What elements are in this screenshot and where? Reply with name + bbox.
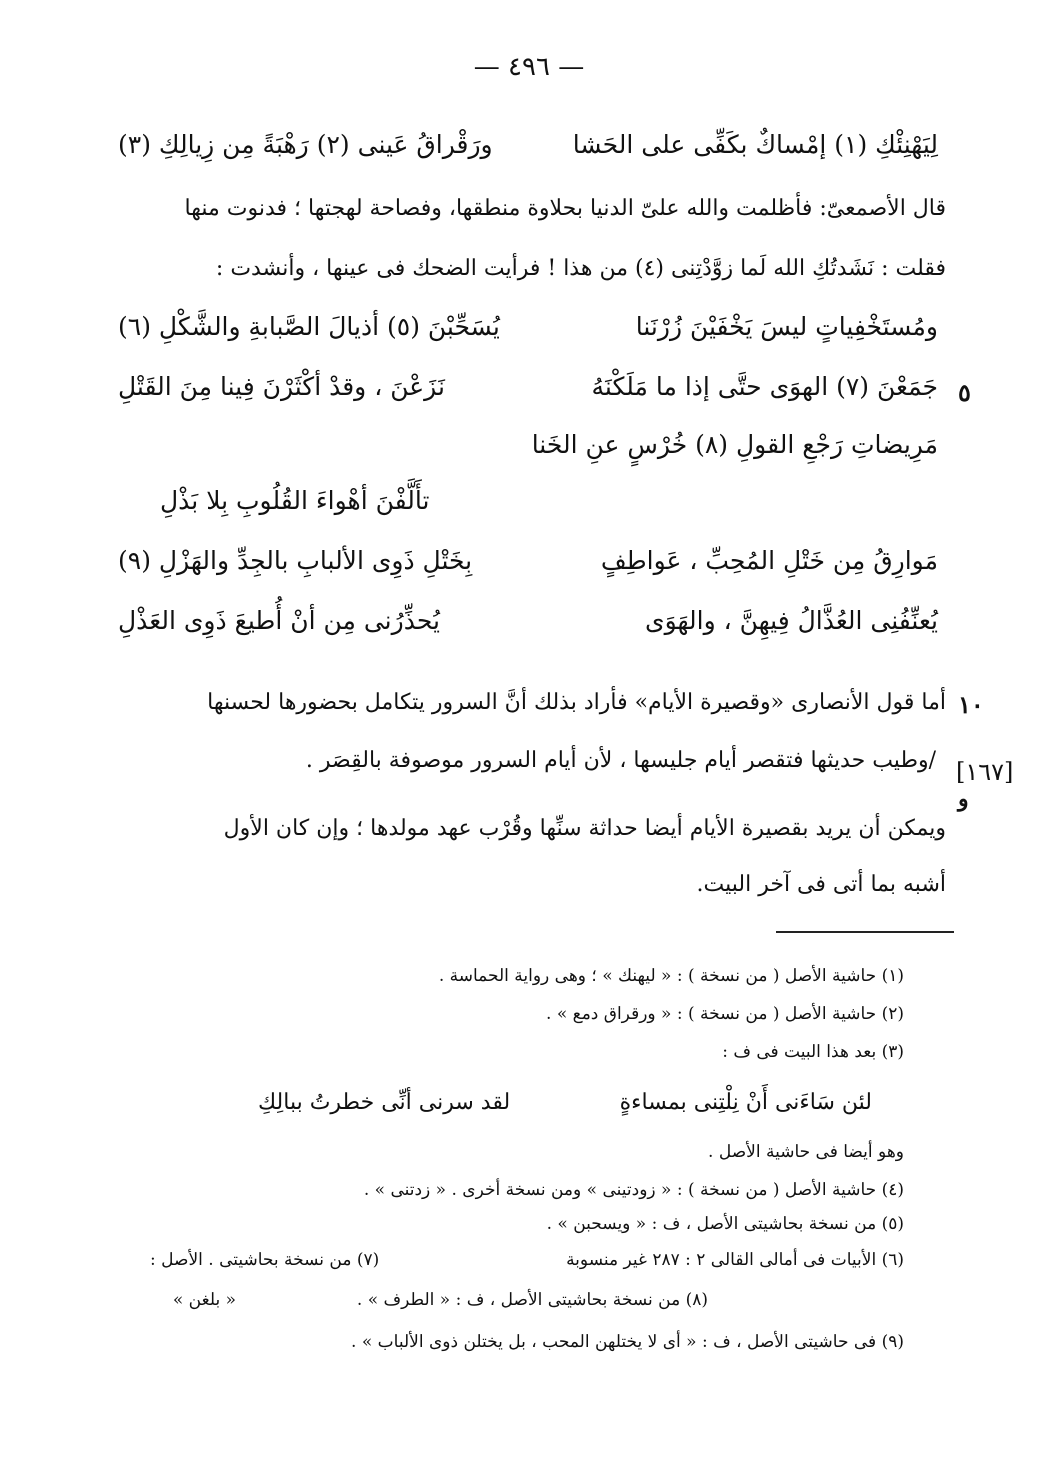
footnote: (٣) بعد هذا البيت فى ف :: [722, 1042, 904, 1062]
prose-line: ويمكن أن يريد بقصيرة الأيام أيضا حداثة سنِّها وقُرْب عهد مولدها ؛ وإن كان الأول: [223, 816, 946, 841]
footnote: (٦) الأبيات فى أمالى القالى ٢ : ٢٨٧ غير منسوبة: [566, 1250, 904, 1270]
verse-hemistich-first: مَرِيضاتِ رَجْعِ القولِ (٨) خُرْسٍ عنِ الخَنا: [531, 430, 938, 459]
footnote-continuation: « بلغن »: [172, 1290, 236, 1310]
footnote: (٥) من نسخة بحاشيتى الأصل ، ف : « ويسحبن » .: [546, 1214, 904, 1234]
footnote-verse-hemistich-first: لئن سَاءَنى أَنْ نِلْتِنى بمساءةٍ: [619, 1090, 872, 1115]
footnote: (٨) من نسخة بحاشيتى الأصل ، ف : « الطرف » .: [356, 1290, 708, 1310]
verse-hemistich-second: نَزَعْنَ ، وقدْ أكْثَرْنَ فِينا مِنَ القَتْلِ: [118, 372, 445, 401]
footnote: (١) حاشية الأصل ( من نسخة ) : « ليهنك » ؛ وهى رواية الحماسة .: [438, 966, 904, 986]
verse-hemistich-second: يُسَحِّبْنَ (٥) أذيالَ الصَّبابةِ والشَّكْلِ (٦): [118, 312, 500, 341]
margin-folio-reference: [١٦٧]: [956, 758, 1014, 786]
footnote-verse-hemistich-second: لقد سرنى أنِّى خطرتُ ببالِكِ: [258, 1090, 511, 1115]
prose-line: أما قول الأنصارى «وقصيرة الأيام» فأراد بذلك أنَّ السرور يتكامل بحضورها لحسنها: [207, 690, 946, 715]
verse-hemistich-second: تأَلَّفْنَ أهْواءَ القُلُوبِ بِلا بَذْلِ: [160, 486, 430, 515]
page-number: — ٤٩٦ —: [473, 52, 585, 82]
footnote: (٤) حاشية الأصل ( من نسخة ) : « زودتينى » ومن نسخة أخرى . « زدتنى » .: [363, 1180, 904, 1200]
verse-hemistich-second: بِخَتْلِ ذَوِى الألبابِ بالجِدِّ والهَزْلِ (٩): [118, 546, 473, 575]
footnote: (٩) فى حاشيتى الأصل ، ف : « أى لا يختلهن المحب ، بل يختلن ذوى الألباب » .: [351, 1332, 904, 1352]
verse-hemistich-second: ورَقْراقُ عَينى (٢) رَهْبَةً مِن زِيالِكِ (٣): [118, 130, 493, 159]
margin-side-marker: و: [958, 786, 969, 812]
verse-line: [118, 546, 938, 594]
verse-hemistich-second: يُحذِّرُنى مِن أنْ أُطيعَ ذَوِى العَذْلِ: [118, 606, 440, 635]
verse-line: [118, 372, 938, 420]
line-number-10: ١٠: [958, 690, 984, 719]
verse-line: [118, 312, 938, 360]
line-number-5: ٥: [958, 378, 971, 407]
verse-hemistich-first: مَوارِقُ مِن خَتْلِ المُحِبِّ ، عَواطِفٍ: [600, 546, 938, 575]
verse-line: [118, 606, 938, 654]
footnote: وهو أيضا فى حاشية الأصل .: [708, 1142, 904, 1162]
verse-hemistich-first: لِيَهْنِئْكِ (١) إمْساكٌ بكَفِّى على الحَشا: [572, 130, 938, 159]
prose-line: قال الأصمعىّ: فأظلمت والله علىّ الدنيا بحلاوة منطقها، وفصاحة لهجتها ؛ فدنوت منها: [184, 196, 946, 221]
footnote: (٢) حاشية الأصل ( من نسخة ) : « ورقراق دمع » .: [546, 1004, 904, 1024]
verse-line: [118, 130, 938, 178]
prose-line: فقلت : نَشَدتُكِ الله لَما زوَّدْتِنى (٤) من هذا ! فرأيت الضحك فى عينها ، وأنشدت :: [215, 256, 946, 281]
verse-hemistich-first: ومُستَخْفِياتٍ ليسَ يَخْفَيْنَ زُرْنَنا: [635, 312, 938, 341]
prose-line: أشبه بما أتى فى آخر البيت.: [696, 872, 946, 897]
prose-line: /وطيب حديثها فتقصر أيام جليسها ، لأن أيام السرور موصوفة بالقِصَر .: [305, 748, 936, 773]
footnote-separator: [776, 931, 954, 933]
verse-hemistich-first: يُعنِّفُنِى العُذَّالُ فِيهِنَّ ، والهَوَى: [645, 606, 938, 635]
verse-hemistich-first: جَمَعْنَ (٧) الهوَى حتَّى إذا ما مَلَكْنَهُ: [591, 372, 938, 401]
footnote: (٧) من نسخة بحاشيتى . الأصل :: [150, 1250, 380, 1270]
